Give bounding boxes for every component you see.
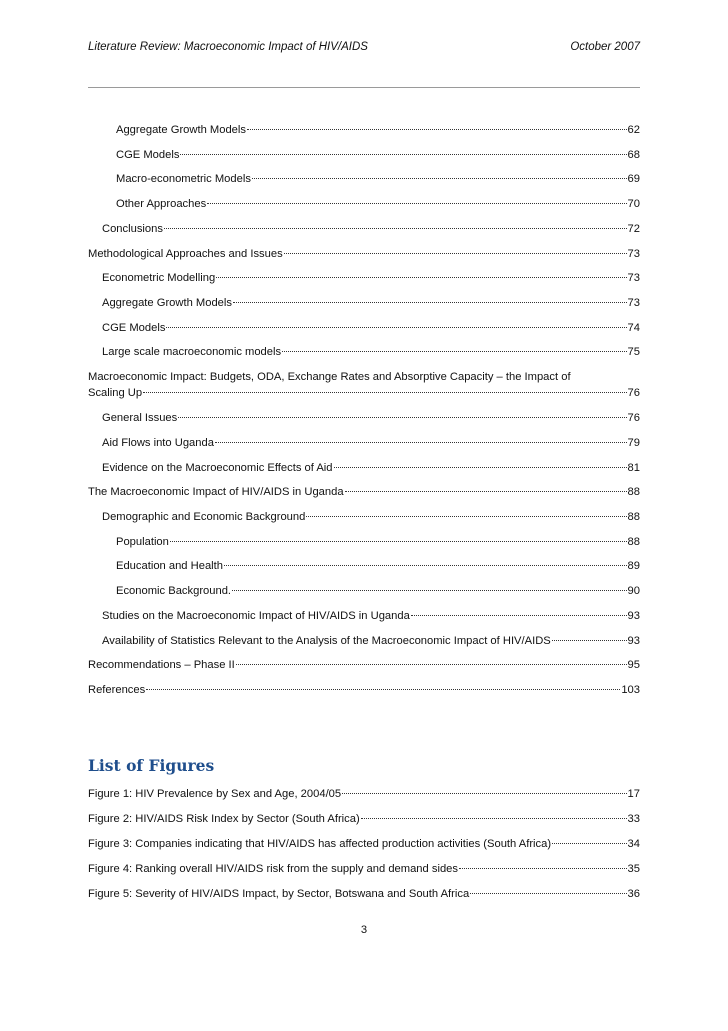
toc-entry[interactable] [88,124,640,136]
entry-title: Education and Health [116,560,223,573]
entry-title: Scaling Up [88,387,143,399]
dot-leader [224,565,627,566]
dot-leader [411,615,627,616]
dot-leader [252,178,627,179]
entry-title: Figure 5: Severity of HIV/AIDS Impact, by Sector, Botswana and South Africa [88,887,470,900]
dot-leader [146,689,620,690]
entry-title: Evidence on the Macroeconomic Effects of Aid [102,461,333,474]
entry-title: CGE Models [102,321,166,334]
toc-entry[interactable] [88,560,640,572]
dot-leader [334,467,627,468]
entry-title: Studies on the Macroeconomic Impact of HIV/AIDS in Uganda [102,609,410,622]
toc-entry[interactable] [88,462,640,474]
entry-title: Economic Background. [116,585,232,598]
dot-leader [552,843,626,844]
dot-leader [552,640,627,641]
dot-leader [233,302,627,303]
entry-title: Aggregate Growth Models [116,124,246,136]
dot-leader [232,590,627,591]
entry-page-number: 75 [627,346,640,359]
entry-page-number: 73 [627,247,640,260]
entry-title: References [88,683,146,696]
entry-page-number: 90 [627,585,640,598]
figure-entry[interactable] [88,838,640,850]
entry-page-number: 93 [627,609,640,622]
entry-page-number: 93 [627,634,640,647]
entry-title: Recommendations – Phase II [88,659,235,672]
entry-title: Aid Flows into Uganda [102,436,214,449]
entry-page-number: 88 [627,535,640,548]
dot-leader [178,417,626,418]
entry-page-number: 76 [627,412,640,425]
header-title: Literature Review: Macroeconomic Impact of HIV/AIDS [88,41,368,53]
entry-page-number: 62 [627,124,640,136]
toc-entry[interactable] [88,511,640,523]
entry-title: Population [116,535,169,548]
entry-title: CGE Models [116,148,180,161]
page-number: 3 [360,924,368,936]
entry-title: Methodological Approaches and Issues [88,247,283,260]
figure-entry[interactable] [88,813,640,825]
entry-page-number: 73 [627,272,640,285]
entry-page-number: 89 [627,560,640,573]
dot-leader [342,793,626,794]
entry-title: The Macroeconomic Impact of HIV/AIDS in Uganda [88,486,344,499]
toc-entry[interactable] [88,223,640,235]
entry-page-number: 72 [627,222,640,235]
toc-entry[interactable] [88,684,640,696]
toc-entry[interactable] [88,486,640,498]
dot-leader [164,228,627,229]
toc-entry[interactable] [88,173,640,185]
dot-leader [215,442,627,443]
toc-entry[interactable] [88,149,640,161]
entry-title: Demographic and Economic Background [102,511,306,523]
entry-page-number: 74 [627,321,640,334]
toc-entry[interactable] [88,322,640,334]
entry-title: Other Approaches [116,198,207,211]
dot-leader [166,327,626,328]
dot-leader [247,129,627,130]
dot-leader [361,818,627,819]
toc-entry[interactable] [88,437,640,449]
entry-page-number: 68 [627,148,640,161]
dot-leader [143,392,626,393]
dot-leader [459,868,627,869]
entry-page-number: 79 [627,436,640,449]
toc-entry[interactable] [88,346,640,358]
toc-entry[interactable] [88,272,640,284]
dot-leader [236,664,627,665]
toc-entry[interactable] [88,198,640,210]
entry-title: Conclusions [102,222,163,235]
page-header [88,41,640,53]
entry-page-number: 88 [627,511,640,523]
entry-page-number: 69 [627,173,640,186]
entry-page-number: 34 [627,837,640,850]
entry-title: Figure 3: Companies indicating that HIV/AIDS has affected production activities (South Africa) [88,837,552,850]
entry-title-line1: Macroeconomic Impact: Budgets, ODA, Exchange Rates and Absorptive Capacity – the Impact of [88,371,571,383]
entry-page-number: 73 [627,296,640,309]
dot-leader [470,893,626,894]
figure-entry[interactable] [88,863,640,875]
toc-entry[interactable] [88,635,640,647]
dot-leader [282,351,626,352]
entry-page-number: 35 [627,862,640,875]
entry-page-number: 81 [627,461,640,474]
entry-title: Availability of Statistics Relevant to the Analysis of the Macroeconomic Impact of HIV/AIDS [102,634,551,647]
toc-entry[interactable] [88,412,640,424]
figure-entry[interactable] [88,788,640,800]
toc-entry[interactable] [88,610,640,622]
header-divider [88,87,640,88]
entry-title: Figure 4: Ranking overall HIV/AIDS risk from the supply and demand sides [88,862,458,875]
list-of-figures-heading: List of Figures [88,756,215,775]
entry-title: Figure 1: HIV Prevalence by Sex and Age, 2004/05 [88,788,342,800]
entry-page-number: 88 [627,486,640,499]
dot-leader [207,203,626,204]
dot-leader [345,491,627,492]
entry-page-number: 103 [621,683,640,696]
dot-leader [180,154,626,155]
toc-entry[interactable] [88,248,640,260]
entry-title: Figure 2: HIV/AIDS Risk Index by Sector (South Africa) [88,812,360,825]
entry-title: Econometric Modelling [102,272,216,285]
entry-title: General Issues [102,412,178,425]
dot-leader [306,516,626,517]
toc-entry[interactable] [88,585,640,597]
entry-title: Macro-econometric Models [116,173,251,186]
dot-leader [170,541,627,542]
toc-entry[interactable] [88,297,640,309]
entry-page-number: 36 [627,887,640,900]
entry-title: Large scale macroeconomic models [102,346,282,359]
entry-page-number: 33 [627,812,640,825]
toc-entry[interactable] [88,659,640,671]
toc-entry[interactable] [88,371,640,399]
header-date: October 2007 [570,41,640,53]
entry-page-number: 17 [627,788,640,800]
dot-leader [284,253,627,254]
entry-page-number: 76 [627,387,640,399]
entry-page-number: 95 [627,659,640,672]
dot-leader [216,277,626,278]
figure-entry[interactable] [88,888,640,900]
entry-page-number: 70 [627,198,640,211]
entry-title: Aggregate Growth Models [102,296,232,309]
toc-entry[interactable] [88,536,640,548]
